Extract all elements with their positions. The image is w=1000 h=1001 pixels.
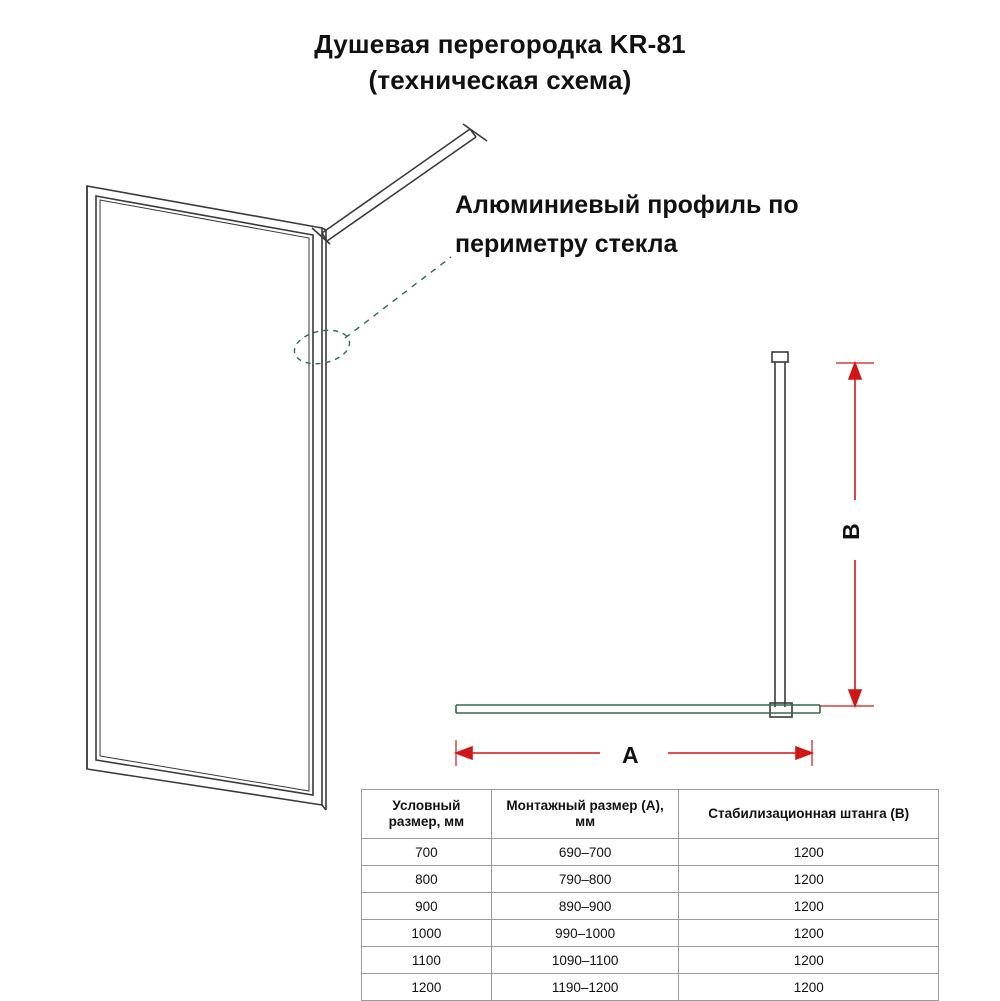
table-header-cell: Условный размер, мм: [362, 790, 492, 839]
table-cell: 1100: [362, 947, 492, 974]
table-cell: 790–800: [491, 866, 679, 893]
table-cell: 1200: [679, 920, 939, 947]
page-title-line1: Душевая перегородка KR-81: [314, 29, 686, 59]
table-header-row: [362, 790, 939, 839]
table-cell: 1200: [679, 893, 939, 920]
dim-b-top-arrow: [849, 363, 861, 379]
table-row: [362, 947, 939, 974]
table-cell: 1200: [679, 866, 939, 893]
dim-b-bottom-arrow: [849, 690, 861, 706]
table-cell: 1000: [362, 920, 492, 947]
table-cell: 1200: [679, 947, 939, 974]
dim-a-right-arrow: [796, 747, 812, 759]
dimension-label-a: A: [622, 742, 639, 768]
table-cell: 1190–1200: [491, 974, 679, 1001]
table-cell: 990–1000: [491, 920, 679, 947]
specifications-table: [361, 789, 939, 1001]
table-header-cell: Монтажный размер (A), мм: [491, 790, 679, 839]
table-cell: 1200: [679, 839, 939, 866]
page-title-line2: (техническая схема): [368, 65, 632, 95]
dimension-label-b: B: [837, 523, 864, 540]
table-row: [362, 920, 939, 947]
post-top-cap: [772, 352, 788, 362]
table-cell: 900: [362, 893, 492, 920]
table-header-cell: Стабилизационная штанга (B): [679, 790, 939, 839]
table-cell: 690–700: [491, 839, 679, 866]
dim-a-left-arrow: [456, 747, 472, 759]
table-cell: 800: [362, 866, 492, 893]
table-cell: 890–900: [491, 893, 679, 920]
annotation-aluminium-profile: Алюминиевый профиль по периметру стекла: [455, 191, 799, 258]
table-row: [362, 839, 939, 866]
table-cell: 1200: [679, 974, 939, 1001]
table-row: [362, 866, 939, 893]
table-row: [362, 893, 939, 920]
table-row: [362, 974, 939, 1001]
table-cell: 700: [362, 839, 492, 866]
table-cell: 1200: [362, 974, 492, 1001]
table-cell: 1090–1100: [491, 947, 679, 974]
